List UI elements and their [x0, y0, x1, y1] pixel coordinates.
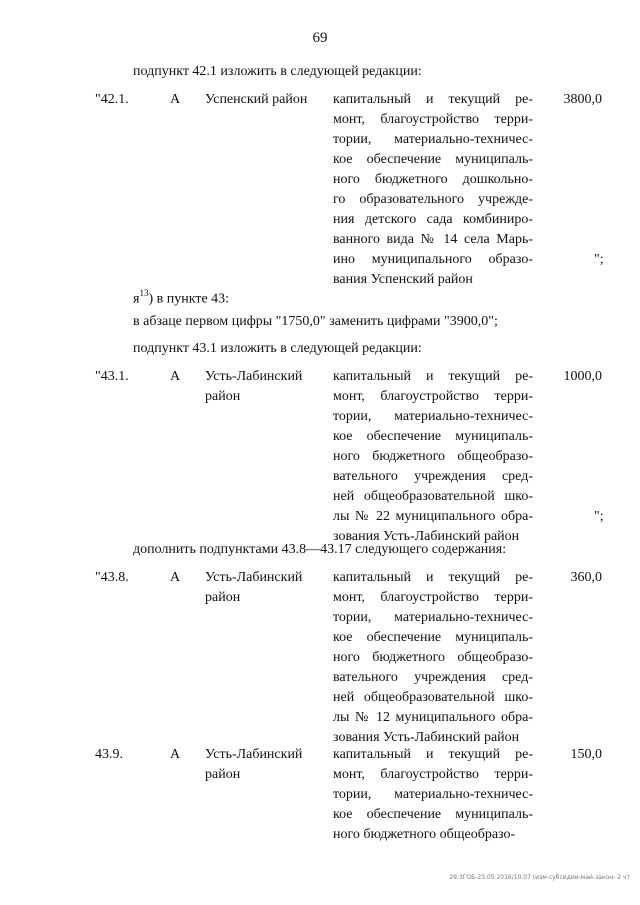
- row-number: "43.8.: [95, 570, 129, 585]
- text-line: капитальный и текущий ре-: [333, 369, 533, 384]
- text-line: ино муниципального образо-: [333, 252, 533, 267]
- text-line: кое обеспечение муниципаль-: [333, 630, 533, 645]
- row-area: [205, 90, 330, 110]
- text-line: монт, благоустройство терри-: [333, 590, 533, 605]
- row-category: А: [170, 570, 181, 585]
- text-line: вательного учреждения сред-: [333, 670, 533, 685]
- row-closing-quote: ";: [594, 509, 604, 524]
- row-area: [205, 745, 330, 785]
- text-line: Усть-Лабинский: [205, 570, 303, 585]
- text-line: вания Успенский район: [333, 272, 473, 287]
- paragraph-replace-figures: в абзаце первом цифры "1750,0" заменить цифрами "3900,0";: [133, 314, 498, 329]
- text-line: ного бюджетного общеобразо-: [333, 650, 533, 665]
- row-description: [333, 568, 533, 748]
- row-description: [333, 367, 533, 547]
- row-number: 43.9.: [95, 747, 123, 762]
- row-number: "43.1.: [95, 369, 129, 384]
- row-category: А: [170, 92, 181, 107]
- paragraph-item-ya: [133, 284, 229, 310]
- text-line: монт, благоустройство терри-: [333, 389, 533, 404]
- row-closing-quote: ";: [594, 252, 604, 267]
- row-description: [333, 745, 533, 845]
- text-line: Усть-Лабинский: [205, 747, 303, 762]
- row-area: [205, 568, 330, 608]
- row-area: [205, 367, 330, 407]
- text-line: тории, материально-техничес-: [333, 409, 533, 424]
- text-line: го образовательного учрежде-: [333, 192, 533, 207]
- row-amount: 1000,0: [563, 369, 602, 384]
- row-amount: 150,0: [570, 747, 602, 762]
- text-line: капитальный и текущий ре-: [333, 570, 533, 585]
- row-category: А: [170, 747, 181, 762]
- row-description: [333, 90, 533, 290]
- text-line: ного бюджетного общеобразо-: [333, 827, 516, 842]
- text-line: ней общеобразовательной шко-: [333, 690, 533, 705]
- row-number: "42.1.: [95, 92, 129, 107]
- item-superscript: 13: [139, 288, 149, 298]
- text-line: тории, материально-техничес-: [333, 132, 533, 147]
- text-line: ного бюджетного дошкольно-: [333, 172, 533, 187]
- text-line: район: [205, 767, 241, 782]
- text-line: монт, благоустройство терри-: [333, 767, 533, 782]
- text-line: Успенский район: [205, 92, 308, 107]
- item-text: ) в пункте 43:: [148, 291, 230, 307]
- text-line: зования Усть-Лабинский район: [333, 730, 520, 745]
- text-line: лы № 22 муниципального обра-: [333, 509, 533, 524]
- row-amount: 3800,0: [563, 92, 602, 107]
- text-line: капитальный и текущий ре-: [333, 747, 533, 762]
- text-line: кое обеспечение муниципаль-: [333, 807, 533, 822]
- page-number: 69: [312, 30, 328, 46]
- paragraph-43-1-intro: подпункт 43.1 изложить в следующей редакции:: [133, 341, 422, 356]
- text-line: кое обеспечение муниципаль-: [333, 429, 533, 444]
- item-letter: я: [133, 291, 140, 307]
- text-line: зования Усть-Лабинский район: [333, 529, 520, 544]
- text-line: ней общеобразовательной шко-: [333, 489, 533, 504]
- paragraph-42-1-intro: подпункт 42.1 изложить в следующей редакции:: [133, 64, 422, 79]
- row-category: А: [170, 369, 181, 384]
- paragraph-add-subitems: дополнить подпунктами 43.8—43.17 следующего содержания:: [133, 542, 507, 557]
- text-line: капитальный и текущий ре-: [333, 92, 533, 107]
- text-line: район: [205, 389, 241, 404]
- footer-file-note: 29.3ГОБ-23.05.2016/10.07 (изм-субсидии-май-закон- 2 чт: [449, 874, 630, 881]
- text-line: район: [205, 590, 241, 605]
- text-line: монт, благоустройство терри-: [333, 112, 533, 127]
- row-amount: 360,0: [570, 570, 602, 585]
- text-line: тории, материально-техничес-: [333, 610, 533, 625]
- text-line: ванного вида № 14 села Марь-: [333, 232, 533, 247]
- text-line: кое обеспечение муниципаль-: [333, 152, 533, 167]
- text-line: вательного учреждения сред-: [333, 469, 533, 484]
- text-line: Усть-Лабинский: [205, 369, 303, 384]
- text-line: тории, материально-техничес-: [333, 787, 533, 802]
- text-line: ного бюджетного общеобразо-: [333, 449, 533, 464]
- text-line: ния детского сада комбиниро-: [333, 212, 533, 227]
- text-line: лы № 12 муниципального обра-: [333, 710, 533, 725]
